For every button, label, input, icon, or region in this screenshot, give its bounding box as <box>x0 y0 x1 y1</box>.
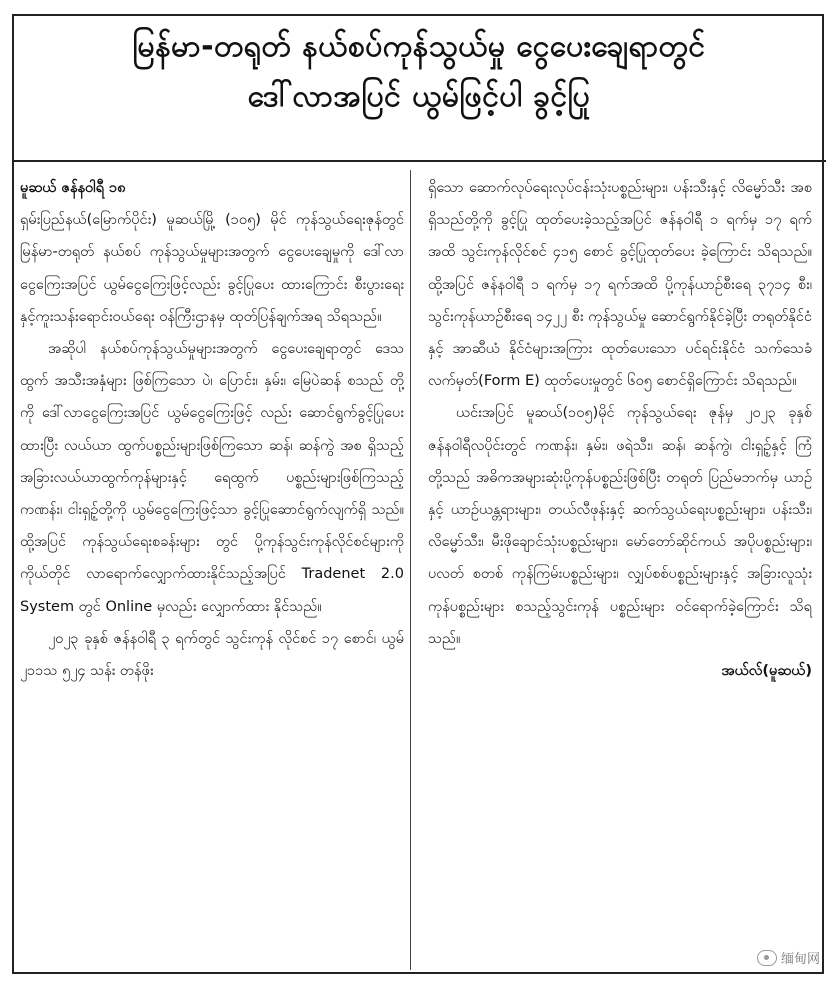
dateline: မူဆယ် ဇန်နဝါရီ ၁၈ <box>20 180 126 196</box>
headline-line-1: မြန်မာ-တရုတ် နယ်စပ်ကုန်သွယ်မှု ငွေပေးချေရာတွင် <box>132 29 706 64</box>
paragraph: အဆိုပါ နယ်စပ်ကုန်သွယ်မှုများအတွက် ငွေပေးချေရာတွင် ဒေသထွက် အသီးအနှံများ ဖြစ်ကြသော ပဲ၊ ပြောင်း၊ နှမ်း၊ မြေပဲဆန် စသည် တို့ကို ဒေါ်လာငွေကြေးအပြင် ယွမ်ငွေကြေးဖြင့် လည်း ဆောင်ရွက်ခွင့်ပြုပေးထားပြီး လယ်ယာ ထွက်ပစ္စည်းများဖြစ်ကြသော ဆန်၊ ဆန်ကွဲ အစ ရှိသည့် အခြားလယ်ယာထွက်ကုန်များနှင့် ရေထွက် ပစ္စည်းများဖြစ်ကြသည့် ကဏန်း၊ ငါးရှဉ့်တို့ကို ယွမ်ငွေကြေးဖြင့်သာ ခွင့်ပြုဆောင်ရွက်လျက်ရှိ သည်။ ထို့အပြင် ကုန်သွယ်ရေးစခန်းများ တွင် ပို့ကုန်သွင်းကုန်လိုင်စင်များကို ကိုယ်တိုင် လာရောက်လျှောက်ထားနိုင်သည့်အပြင် Tradenet 2.0 System တွင် Online မှလည်း လျှောက်ထား နိုင်သည်။ <box>20 341 404 615</box>
watermark-text: 缅甸网 <box>780 952 820 967</box>
article-column-right <box>428 172 812 687</box>
headline-line-2: ဒေါ်လာအပြင် ယွမ်ဖြင့်ပါ ခွင့်ပြု <box>247 79 591 114</box>
paragraph: ရှမ်းပြည်နယ်(မြောက်ပိုင်း) မူဆယ်မြို့ (၁၀၅) မိုင် ကုန်သွယ်ရေးဇုန်တွင် မြန်မာ-တရုတ် နယ်စပ် ကုန်သွယ်မှုများအတွက် ငွေပေးချေမှုကို ဒေါ်လာ ငွေကြေးအပြင် ယွမ်ငွေကြေးဖြင့်လည်း ခွင့်ပြုပေး ထားကြောင်း စီးပွားရေးနှင့်ကူးသန်းရောင်းဝယ်ရေး ဝန်ကြီးဌာနမှ ထုတ်ပြန်ချက်အရ သိရသည်။ <box>20 212 404 325</box>
wechat-icon <box>757 950 777 966</box>
column-divider <box>410 170 411 970</box>
paragraph: ၂၀၂၃ ခုနှစ် ဇန်နဝါရီ ၃ ရက်တွင် သွင်းကုန် လိုင်စင် ၁၇ စောင်၊ ယွမ် ၂၁၁သ ၅၂၄ သန်း တန်ဖိုး <box>20 630 404 680</box>
paragraph: ရှိသော ဆောက်လုပ်ရေးလုပ်ငန်းသုံးပစ္စည်းများ၊ ပန်းသီးနှင့် လိမ္မော်သီး အစရှိသည်တို့ကို ခွင့်ပြု ထုတ်ပေးခဲ့သည့်အပြင် ဇန်နဝါရီ ၁ ရက်မှ ၁၇ ရက် အထိ သွင်းကုန်လိုင်စင် ၄၁၅ စောင် ခွင့်ပြုထုတ်ပေး ခဲ့ကြောင်း သိရသည်။ ထို့အပြင် ဇန်နဝါရီ ၁ ရက်မှ ၁၇ ရက်အထိ ပို့ကုန်ယာဉ်စီးရေ ၃၇၁၄ စီး၊ သွင်းကုန်ယာဉ်စီးရေ ၁၄၂၂ စီး ကုန်သွယ်မှု ဆောင်ရွက်နိုင်ခဲ့ပြီး တရုတ်နိုင်ငံနှင့် အာဆီယံ နိုင်ငံများအကြား ထုတ်ပေးသော ပင်ရင်းနိုင်ငံ သက်သေခံလက်မှတ်(Form E) ထုတ်ပေးမှုတွင် ၆၀၅ စောင်ရှိကြောင်း သိရသည်။ <box>428 180 812 390</box>
article-column-left <box>20 172 404 687</box>
watermark <box>757 948 820 967</box>
byline: အယ်လ်(မူဆယ်) <box>721 663 812 680</box>
paragraph: ယင်းအပြင် မူဆယ်(၁၀၅)မိုင် ကုန်သွယ်ရေး ဇုန်မှ ၂၀၂၃ ခုနှစ် ဇန်နဝါရီလပိုင်းတွင် ကဏန်း၊ နှမ်း၊ ဖရဲသီး၊ ဆန်၊ ဆန်ကွဲ၊ ငါးရှဉ့်နှင့် ကြံတို့သည် အဓိကအများဆုံးပို့ကုန်ပစ္စည်းဖြစ်ပြီး တရုတ် ပြည်မဘက်မှ ယာဉ်နှင့် ယာဉ်ယန္တရားများ၊ တယ်လီဖုန်းနှင့် ဆက်သွယ်ရေးပစ္စည်းများ၊ ပန်းသီး၊ လိမ္မော်သီး၊ မီးဖိုချောင်သုံးပစ္စည်းများ၊ မော်တော်ဆိုင်ကယ် အပိုပစ္စည်းများ၊ ပလတ် စတစ် ကုန်ကြမ်းပစ္စည်းများ၊ လျှပ်စစ်ပစ္စည်းများနှင့် အခြားလူသုံးကုန်ပစ္စည်းများ စသည့်သွင်းကုန် ပစ္စည်းများ ဝင်ရောက်ခဲ့ကြောင်း သိရသည်။ <box>428 405 812 647</box>
headline-rule <box>12 160 826 162</box>
headline <box>14 22 824 122</box>
